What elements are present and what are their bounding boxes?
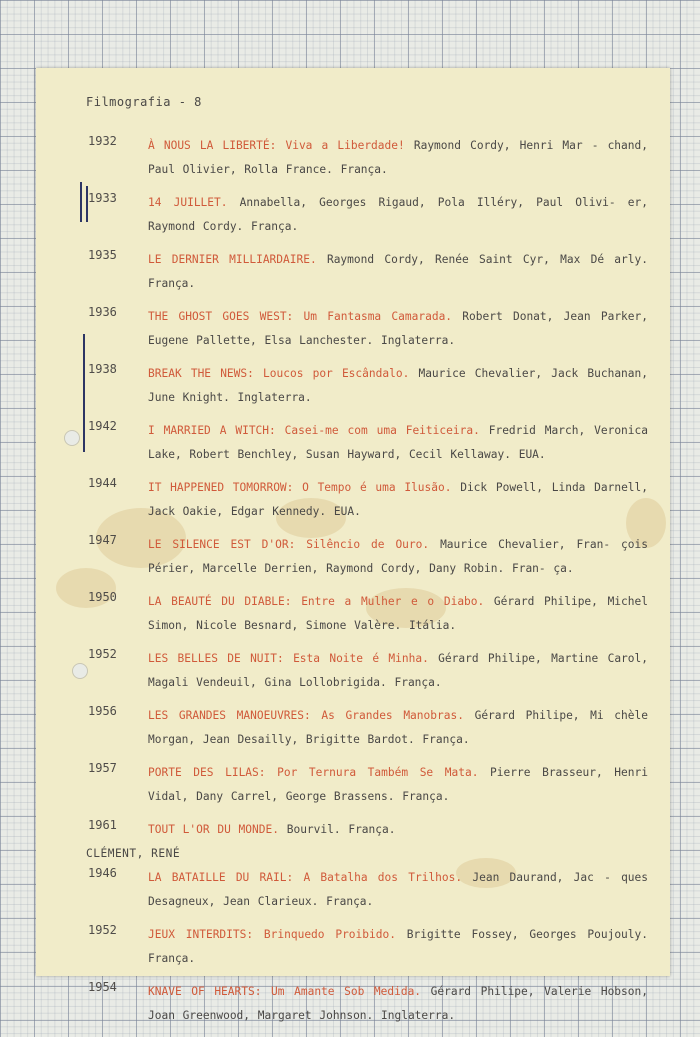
film-entry — [88, 704, 648, 752]
film-title: LES GRANDES MANOEUVRES: As Grandes Manobras. — [148, 709, 464, 722]
film-title: PORTE DES LILAS: Por Ternura Também Se Mata. — [148, 766, 479, 779]
film-description — [148, 866, 648, 914]
punch-hole-lower — [72, 663, 88, 679]
film-credits: Gérard Philipe, Martine Carol, Magali Vendeuil, Gina Lollobrigida. França. — [148, 652, 648, 689]
film-title: KNAVE OF HEARTS: Um Amante Sob Medida. — [148, 985, 422, 998]
film-entry — [88, 923, 648, 971]
film-title: I MARRIED A WITCH: Casei-me com uma Feiticeira. — [148, 424, 480, 437]
film-year: 1952 — [88, 923, 117, 937]
film-title: IT HAPPENED TOMORROW: O Tempo é uma Ilusão. — [148, 481, 452, 494]
film-title: JEUX INTERDITS: Brinquedo Proibido. — [148, 928, 396, 941]
film-entry — [88, 533, 648, 581]
film-credits: Fredrid March, Veronica Lake, Robert Benchley, Susan Hayward, Cecil Kellaway. EUA. — [148, 424, 648, 461]
film-description — [148, 704, 648, 752]
film-credits: Gérard Philipe, Valerie Hobson, Joan Greenwood, Margaret Johnson. Inglaterra. — [148, 985, 648, 1022]
film-title: LA BATAILLE DU RAIL: A Batalha dos Trilhos. — [148, 871, 463, 884]
film-year: 1944 — [88, 476, 117, 490]
film-credits: Gérard Philipe, Mi chèle Morgan, Jean Desailly, Brigitte Bardot. França. — [148, 709, 648, 746]
film-year: 1957 — [88, 761, 117, 775]
pen-mark-1938-1942 — [83, 334, 85, 452]
punch-hole-upper — [64, 430, 80, 446]
film-description — [148, 818, 648, 842]
film-title: LE SILENCE EST D'OR: Silêncio de Ouro. — [148, 538, 430, 551]
film-title: LES BELLES DE NUIT: Esta Noite é Minha. — [148, 652, 429, 665]
film-entry — [88, 134, 648, 182]
film-entry — [88, 362, 648, 410]
film-year: 1961 — [88, 818, 117, 832]
film-description — [148, 134, 648, 182]
film-year: 1935 — [88, 248, 117, 262]
film-description — [148, 533, 648, 581]
film-year: 1950 — [88, 590, 117, 604]
film-entry — [88, 476, 648, 524]
film-entry — [88, 818, 648, 842]
page-header: Filmografia - 8 — [86, 95, 202, 109]
film-title: À NOUS LA LIBERTÉ: Viva a Liberdade! — [148, 139, 405, 152]
film-year: 1956 — [88, 704, 117, 718]
film-description — [148, 191, 648, 239]
film-description — [148, 419, 648, 467]
film-credits: Annabella, Georges Rigaud, Pola Illéry, Paul Olivi- er, Raymond Cordy. França. — [148, 196, 649, 233]
film-entry — [88, 761, 648, 809]
film-description — [148, 476, 648, 524]
film-description — [148, 305, 648, 353]
film-year: 1946 — [88, 866, 117, 880]
typed-page — [36, 68, 670, 1022]
film-entry — [88, 590, 648, 638]
director-heading: CLÉMENT, RENÉ — [86, 847, 181, 860]
filmography-list — [88, 134, 648, 1037]
film-credits: Maurice Chevalier, Jack Buchanan, June Knight. Inglaterra. — [148, 367, 648, 404]
film-year: 1954 — [88, 980, 117, 994]
film-description — [148, 248, 648, 296]
film-year: 1932 — [88, 134, 117, 148]
film-credits: Gérard Philipe, Michel Simon, Nicole Besnard, Simone Valère. Itália. — [148, 595, 648, 632]
film-title: TOUT L'OR DU MONDE. — [148, 823, 279, 836]
film-description — [148, 761, 648, 809]
film-credits: Maurice Chevalier, Fran- çois Périer, Marcelle Derrien, Raymond Cordy, Dany Robin. Fran- ça. — [148, 538, 648, 575]
film-credits: Pierre Brasseur, Henri Vidal, Dany Carrel, George Brassens. França. — [148, 766, 648, 803]
film-credits: Dick Powell, Linda Darnell, Jack Oakie, Edgar Kennedy. EUA. — [148, 481, 649, 518]
film-year: 1933 — [88, 191, 117, 205]
film-credits: Bourvil. França. — [278, 823, 396, 836]
film-year: 1936 — [88, 305, 117, 319]
film-year: 1947 — [88, 533, 117, 547]
film-description — [148, 980, 648, 1028]
film-description — [148, 590, 648, 638]
film-entry — [88, 980, 648, 1028]
film-credits: Raymond Cordy, Henri Mar - chand, Paul Olivier, Rolla France. França. — [148, 139, 648, 176]
film-credits: Jean Daurand, Jac - ques Desagneux, Jean Clarieux. França. — [148, 871, 649, 908]
film-credits: Brigitte Fossey, Georges Poujouly. França. — [148, 928, 648, 965]
film-entry — [88, 191, 648, 239]
film-description — [148, 647, 648, 695]
film-title: BREAK THE NEWS: Loucos por Escândalo. — [148, 367, 410, 380]
film-title: LE DERNIER MILLIARDAIRE. — [148, 253, 317, 266]
film-description — [148, 923, 648, 971]
film-title: LA BEAUTÉ DU DIABLE: Entre a Mulher e o Diabo. — [148, 595, 485, 608]
film-year: 1942 — [88, 419, 117, 433]
film-entry — [88, 647, 648, 695]
film-title: THE GHOST GOES WEST: Um Fantasma Camarada. — [148, 310, 453, 323]
film-title: 14 JUILLET. — [148, 196, 228, 209]
film-entry — [88, 248, 648, 296]
film-entry — [88, 305, 648, 353]
film-entry — [88, 419, 648, 467]
film-year: 1952 — [88, 647, 117, 661]
pen-mark-1933-a — [80, 182, 82, 222]
film-description — [148, 362, 648, 410]
film-credits: Robert Donat, Jean Parker, Eugene Pallette, Elsa Lanchester. Inglaterra. — [148, 310, 649, 347]
film-credits: Raymond Cordy, Renée Saint Cyr, Max Dé arly. França. — [148, 253, 648, 290]
film-year: 1938 — [88, 362, 117, 376]
film-entry — [88, 866, 648, 914]
